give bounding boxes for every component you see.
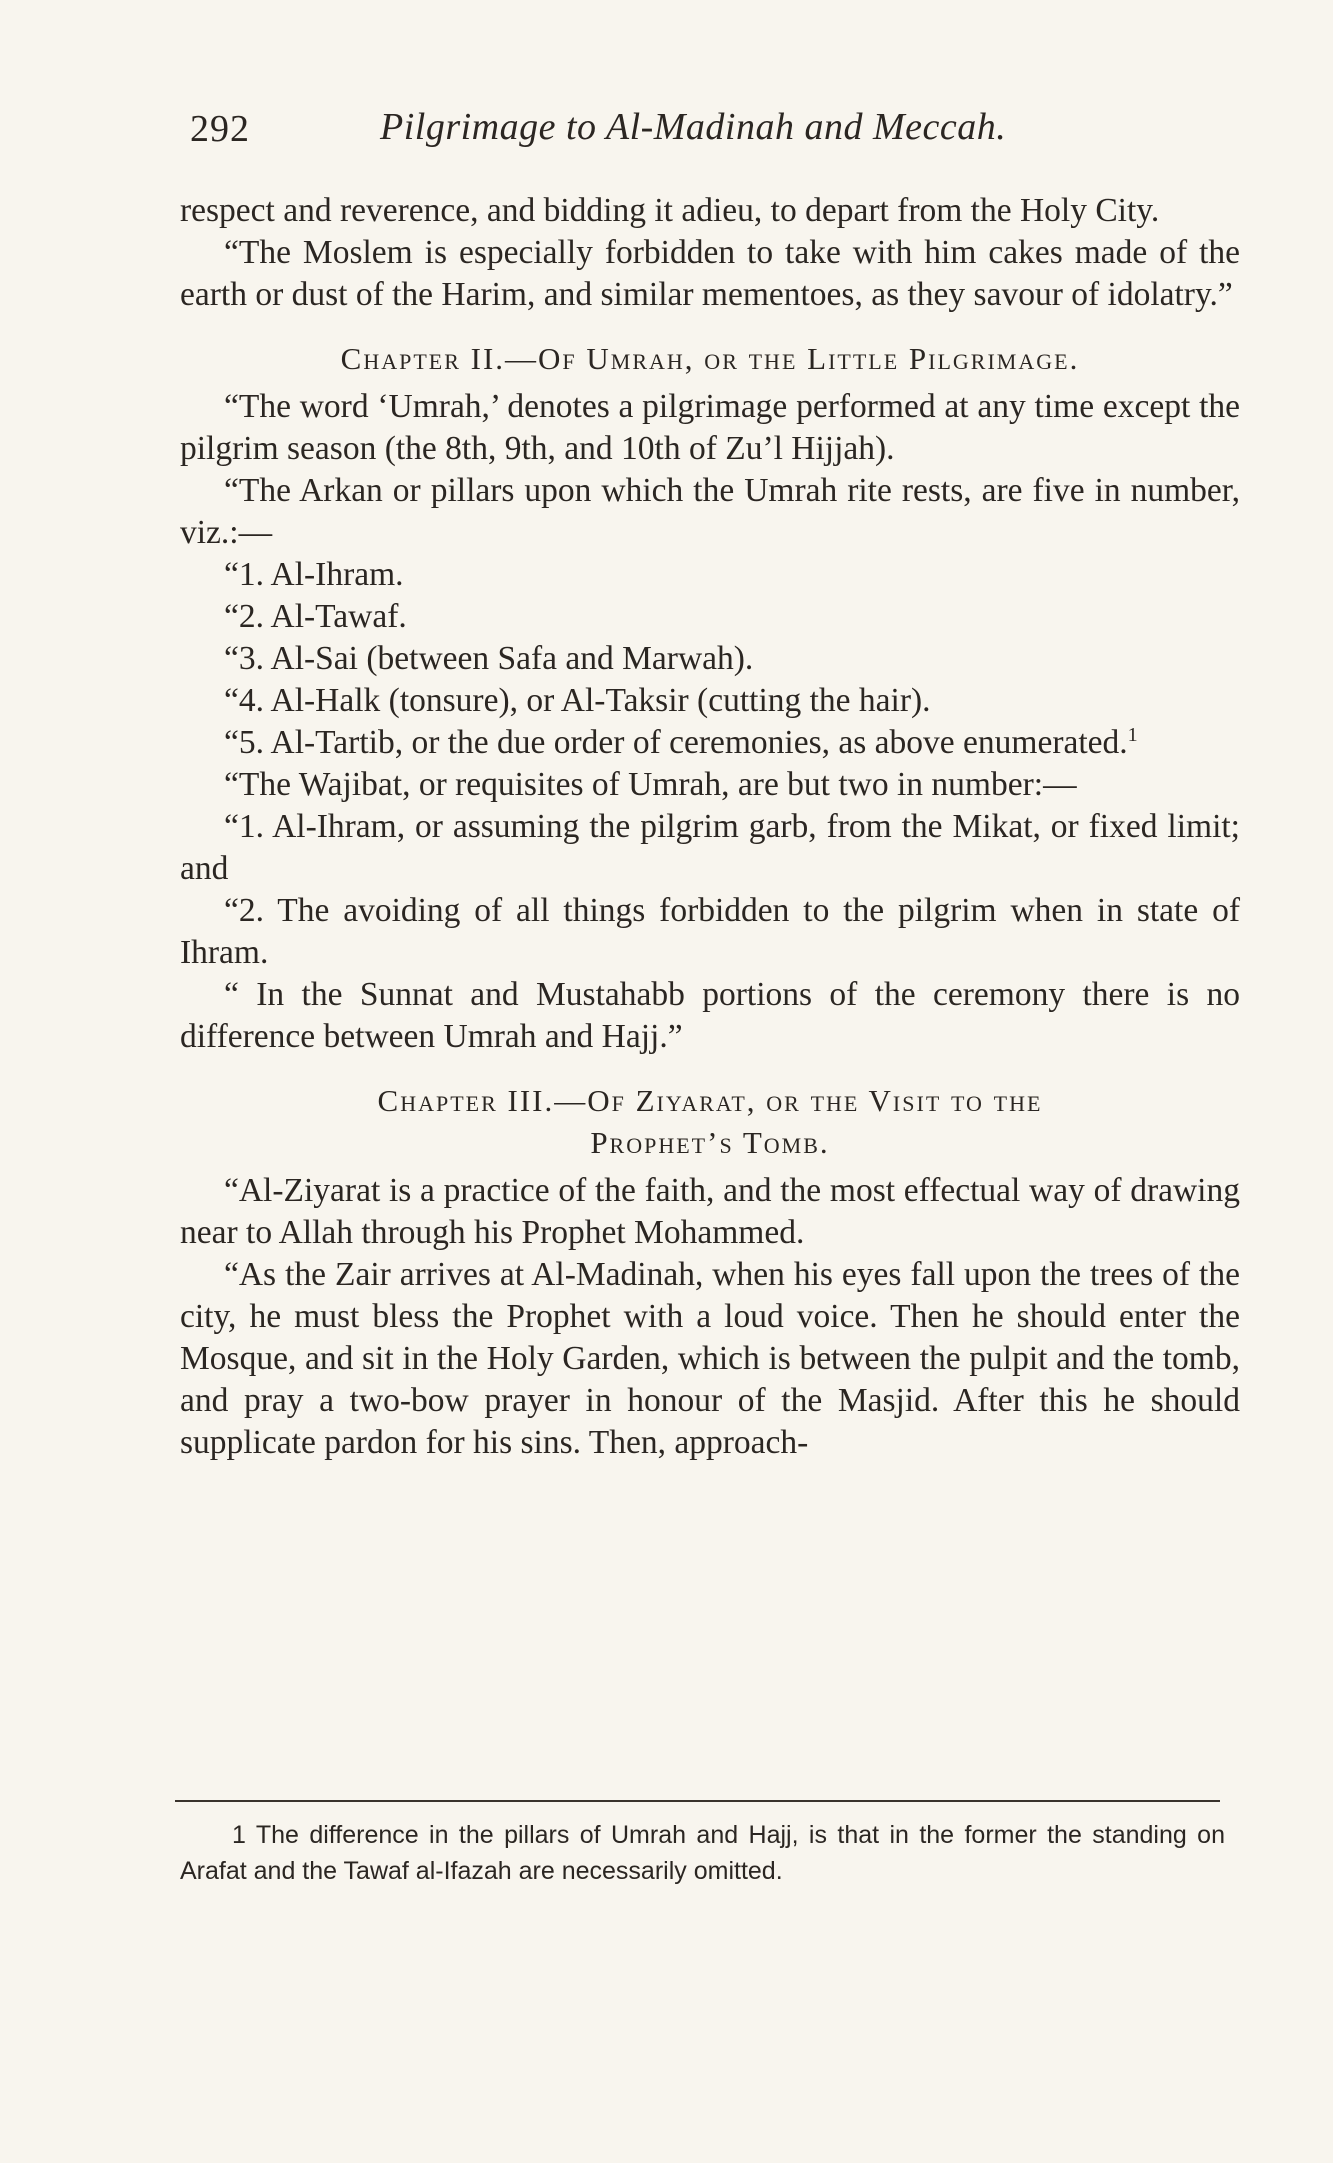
body-text — [180, 190, 1240, 1464]
list-item-wajibat-1: “1. Al-Ihram, or assuming the pilgrim garb, from the Mikat, or fixed limit; and — [180, 808, 1240, 887]
paragraph-umrah-definition: “The word ‘Umrah,’ denotes a pilgrimage performed at any time except the pilgrim season (the 8th, 9th, and 10th of Zu’l Hijjah). — [180, 388, 1240, 467]
footnote — [180, 1817, 1225, 1889]
list-item-arkan-5-text: “5. Al-Tartib, or the due order of ceremonies, as above enumerated. — [224, 724, 1128, 761]
list-item-arkan-5 — [180, 722, 1240, 764]
paragraph-arkan: “The Arkan or pillars upon which the Umrah rite rests, are five in number, viz.:— — [180, 472, 1240, 551]
list-item-arkan-1: “1. Al-Ihram. — [224, 556, 404, 593]
list-item-arkan-2: “2. Al-Tawaf. — [224, 598, 407, 635]
list-item-arkan-3: “3. Al-Sai (between Safa and Marwah). — [224, 640, 754, 677]
page-number: 292 — [190, 108, 250, 150]
paragraph-wajibat: “The Wajibat, or requisites of Umrah, are but two in number:— — [224, 766, 1077, 803]
paragraph-ziyarat: “Al-Ziyarat is a practice of the faith, and the most effectual way of drawing near to Allah through his Prophet Mohammed. — [180, 1172, 1240, 1251]
chapter-3-heading-line-1: Chapter III.—Of Ziyarat, or the Visit to the — [377, 1083, 1043, 1118]
running-title: Pilgrimage to Al-Madinah and Meccah. — [380, 106, 1007, 148]
footnote-text: 1 The difference in the pillars of Umrah and Hajj, is that in the former the standing on Arafat and the Tawaf al-Ifazah are necessarily omitted. — [180, 1821, 1225, 1885]
list-item-wajibat-2: “2. The avoiding of all things forbidden to the pilgrim when in state of Ihram. — [180, 892, 1240, 971]
chapter-3-heading-line-2: Prophet’s Tomb. — [590, 1125, 830, 1160]
list-item-arkan-4: “4. Al-Halk (tonsure), or Al-Taksir (cutting the hair). — [224, 682, 931, 719]
chapter-2-heading: Chapter II.—Of Umrah, or the Little Pilgrimage. — [340, 341, 1080, 376]
paragraph-continuation: respect and reverence, and bidding it adieu, to depart from the Holy City. — [180, 192, 1160, 229]
paragraph-sunnat: “ In the Sunnat and Mustahabb portions of the ceremony there is no difference between Umrah and Hajj.” — [180, 976, 1240, 1055]
footnote-rule — [175, 1800, 1220, 1802]
paragraph-cakes: “The Moslem is especially forbidden to take with him cakes made of the earth or dust of the Harim, and similar mementoes, as they savour of idolatry.” — [180, 234, 1240, 313]
paragraph-zair: “As the Zair arrives at Al-Madinah, when his eyes fall upon the trees of the city, he must bless the Prophet with a loud voice. Then he should enter the Mosque, and sit in the Holy Garden, which is between the pulpit and the tomb, and pray a two-bow prayer in honour of the Masjid. After this he should supplicate pardon for his sins. Then, approach- — [180, 1256, 1240, 1461]
footnote-marker: 1 — [1127, 723, 1138, 746]
